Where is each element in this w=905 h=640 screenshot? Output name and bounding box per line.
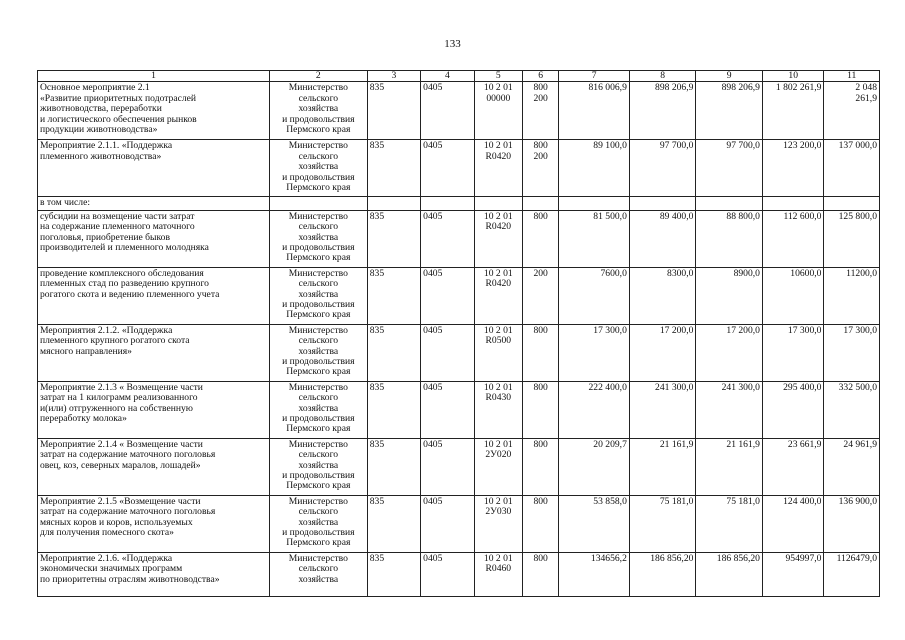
executor-cell: Министерство сельского хозяйства и продовольствия Пермского края	[269, 438, 367, 495]
header-cell: 11	[824, 71, 880, 82]
value-cell-9: 186 856,20	[696, 552, 763, 596]
value-cell-11: 136 900,0	[824, 495, 880, 552]
page-number: 133	[444, 38, 461, 50]
value-cell-8: 8300,0	[629, 267, 696, 324]
executor-cell: Министерство сельского хозяйства и продовольствия Пермского края	[269, 381, 367, 438]
value-cell-11: 1126479,0	[824, 552, 880, 596]
rzpr-cell: 0405	[421, 210, 474, 267]
grbs-cell: 835	[367, 210, 420, 267]
executor-cell: Министерство сельского хозяйства и продовольствия Пермского края	[269, 267, 367, 324]
kcsr-cell: 10 2 01 R0430	[474, 381, 522, 438]
executor-cell: Министерство сельского хозяйства и продовольствия Пермского края	[269, 140, 367, 197]
kcsr-cell: 10 2 01 2У020	[474, 438, 522, 495]
header-cell: 5	[474, 71, 522, 82]
rzpr-cell: 0405	[421, 381, 474, 438]
kcsr-cell: 10 2 01 R0420	[474, 140, 522, 197]
rzpr-cell: 0405	[421, 495, 474, 552]
kcsr-cell: 10 2 01 R0500	[474, 324, 522, 381]
value-cell-9: 17 200,0	[696, 324, 763, 381]
value-cell-8: 898 206,9	[629, 82, 696, 140]
grbs-cell: 835	[367, 267, 420, 324]
value-cell-7: 816 006,9	[559, 82, 630, 140]
table-row	[38, 381, 880, 438]
kcsr-cell: 10 2 01 2У030	[474, 495, 522, 552]
table-row	[38, 140, 880, 197]
value-cell-11: 11200,0	[824, 267, 880, 324]
value-cell-7: 53 858,0	[559, 495, 630, 552]
row-name: Мероприятие 2.1.4 « Возмещение части затрат на содержание маточного поголовья овец, коз, северных маралов, лошадей»	[38, 438, 270, 495]
header-cell: 1	[38, 71, 270, 82]
value-cell-10: 112 600,0	[762, 210, 824, 267]
empty-cell	[762, 197, 824, 210]
value-cell-7: 20 209,7	[559, 438, 630, 495]
rzpr-cell: 0405	[421, 324, 474, 381]
header-row	[38, 71, 880, 82]
row-name: проведение комплексного обследования племенных стад по разведению крупного рогатого скота и ведению племенного учета	[38, 267, 270, 324]
value-cell-11: 2 048 261,9	[824, 82, 880, 140]
empty-cell	[474, 197, 522, 210]
kcsr-cell: 10 2 01 R0420	[474, 267, 522, 324]
kvr-cell: 800 200	[523, 140, 559, 197]
executor-cell: Министерство сельского хозяйства и продовольствия Пермского края	[269, 495, 367, 552]
value-cell-8: 17 200,0	[629, 324, 696, 381]
value-cell-8: 97 700,0	[629, 140, 696, 197]
subheader-row	[38, 197, 880, 210]
value-cell-8: 21 161,9	[629, 438, 696, 495]
value-cell-10: 124 400,0	[762, 495, 824, 552]
value-cell-9: 8900,0	[696, 267, 763, 324]
header-cell: 10	[762, 71, 824, 82]
rzpr-cell: 0405	[421, 552, 474, 596]
value-cell-7: 134656,2	[559, 552, 630, 596]
value-cell-7: 89 100,0	[559, 140, 630, 197]
grbs-cell: 835	[367, 381, 420, 438]
value-cell-11: 125 800,0	[824, 210, 880, 267]
row-name: Основное мероприятие 2.1 «Развитие приоритетных подотраслей животноводства, переработки и логистического обеспечения рынков продукции животноводства»	[38, 82, 270, 140]
kvr-cell: 800	[523, 210, 559, 267]
value-cell-8: 241 300,0	[629, 381, 696, 438]
value-cell-11: 332 500,0	[824, 381, 880, 438]
kvr-cell: 800	[523, 495, 559, 552]
empty-cell	[629, 197, 696, 210]
table-row	[38, 495, 880, 552]
kvr-cell: 800	[523, 324, 559, 381]
rzpr-cell: 0405	[421, 267, 474, 324]
rzpr-cell: 0405	[421, 140, 474, 197]
table-row	[38, 210, 880, 267]
header-cell: 7	[559, 71, 630, 82]
value-cell-10: 295 400,0	[762, 381, 824, 438]
table-row	[38, 324, 880, 381]
value-cell-10: 123 200,0	[762, 140, 824, 197]
table-row	[38, 552, 880, 596]
value-cell-8: 89 400,0	[629, 210, 696, 267]
row-name: Мероприятие 2.1.6. «Поддержка экономически значимых программ по приоритетны отраслям животноводства»	[38, 552, 270, 596]
value-cell-8: 186 856,20	[629, 552, 696, 596]
row-name: субсидии на возмещение части затрат на содержание племенного маточного поголовья, приобретение быков производителей и племенного молодняка	[38, 210, 270, 267]
header-cell: 2	[269, 71, 367, 82]
executor-cell: Министерство сельского хозяйства и продовольствия Пермского края	[269, 210, 367, 267]
value-cell-10: 10600,0	[762, 267, 824, 324]
row-name: Мероприятие 2.1.5 «Возмещение части затрат на содержание маточного поголовья мясных коров и коров, используемых для получения помесного скота»	[38, 495, 270, 552]
grbs-cell: 835	[367, 324, 420, 381]
value-cell-11: 137 000,0	[824, 140, 880, 197]
empty-cell	[269, 197, 367, 210]
grbs-cell: 835	[367, 552, 420, 596]
kvr-cell: 800	[523, 381, 559, 438]
executor-cell: Министерство сельского хозяйства	[269, 552, 367, 596]
header-cell: 9	[696, 71, 763, 82]
empty-cell	[696, 197, 763, 210]
row-name: Мероприятие 2.1.3 « Возмещение части затрат на 1 килограмм реализованного и(или) отгруженного на собственную переработку молока»	[38, 381, 270, 438]
grbs-cell: 835	[367, 82, 420, 140]
value-cell-9: 88 800,0	[696, 210, 763, 267]
kcsr-cell: 10 2 01 00000	[474, 82, 522, 140]
value-cell-10: 23 661,9	[762, 438, 824, 495]
value-cell-7: 81 500,0	[559, 210, 630, 267]
value-cell-10: 954997,0	[762, 552, 824, 596]
value-cell-9: 21 161,9	[696, 438, 763, 495]
executor-cell: Министерство сельского хозяйства и продовольствия Пермского края	[269, 82, 367, 140]
table-row	[38, 267, 880, 324]
grbs-cell: 835	[367, 438, 420, 495]
row-name: Мероприятия 2.1.2. «Поддержка племенного крупного рогатого скота мясного направления»	[38, 324, 270, 381]
rzpr-cell: 0405	[421, 438, 474, 495]
value-cell-11: 17 300,0	[824, 324, 880, 381]
kvr-cell: 800 200	[523, 82, 559, 140]
value-cell-7: 7600,0	[559, 267, 630, 324]
value-cell-8: 75 181,0	[629, 495, 696, 552]
empty-cell	[824, 197, 880, 210]
kcsr-cell: 10 2 01 R0460	[474, 552, 522, 596]
value-cell-9: 898 206,9	[696, 82, 763, 140]
value-cell-7: 222 400,0	[559, 381, 630, 438]
row-name: Мероприятие 2.1.1. «Поддержка племенного животноводства»	[38, 140, 270, 197]
value-cell-10: 1 802 261,9	[762, 82, 824, 140]
grbs-cell: 835	[367, 140, 420, 197]
kvr-cell: 800	[523, 438, 559, 495]
value-cell-7: 17 300,0	[559, 324, 630, 381]
header-cell: 4	[421, 71, 474, 82]
kvr-cell: 200	[523, 267, 559, 324]
empty-cell	[367, 197, 420, 210]
kvr-cell: 800	[523, 552, 559, 596]
table-body	[38, 71, 880, 597]
table-row	[38, 438, 880, 495]
header-cell: 8	[629, 71, 696, 82]
value-cell-9: 97 700,0	[696, 140, 763, 197]
value-cell-9: 241 300,0	[696, 381, 763, 438]
budget-table	[37, 70, 880, 597]
value-cell-10: 17 300,0	[762, 324, 824, 381]
kcsr-cell: 10 2 01 R0420	[474, 210, 522, 267]
table-row	[38, 82, 880, 140]
empty-cell	[523, 197, 559, 210]
subheader-label: в том числе:	[38, 197, 270, 210]
empty-cell	[421, 197, 474, 210]
value-cell-9: 75 181,0	[696, 495, 763, 552]
rzpr-cell: 0405	[421, 82, 474, 140]
executor-cell: Министерство сельского хозяйства и продовольствия Пермского края	[269, 324, 367, 381]
value-cell-11: 24 961,9	[824, 438, 880, 495]
grbs-cell: 835	[367, 495, 420, 552]
header-cell: 6	[523, 71, 559, 82]
empty-cell	[559, 197, 630, 210]
header-cell: 3	[367, 71, 420, 82]
